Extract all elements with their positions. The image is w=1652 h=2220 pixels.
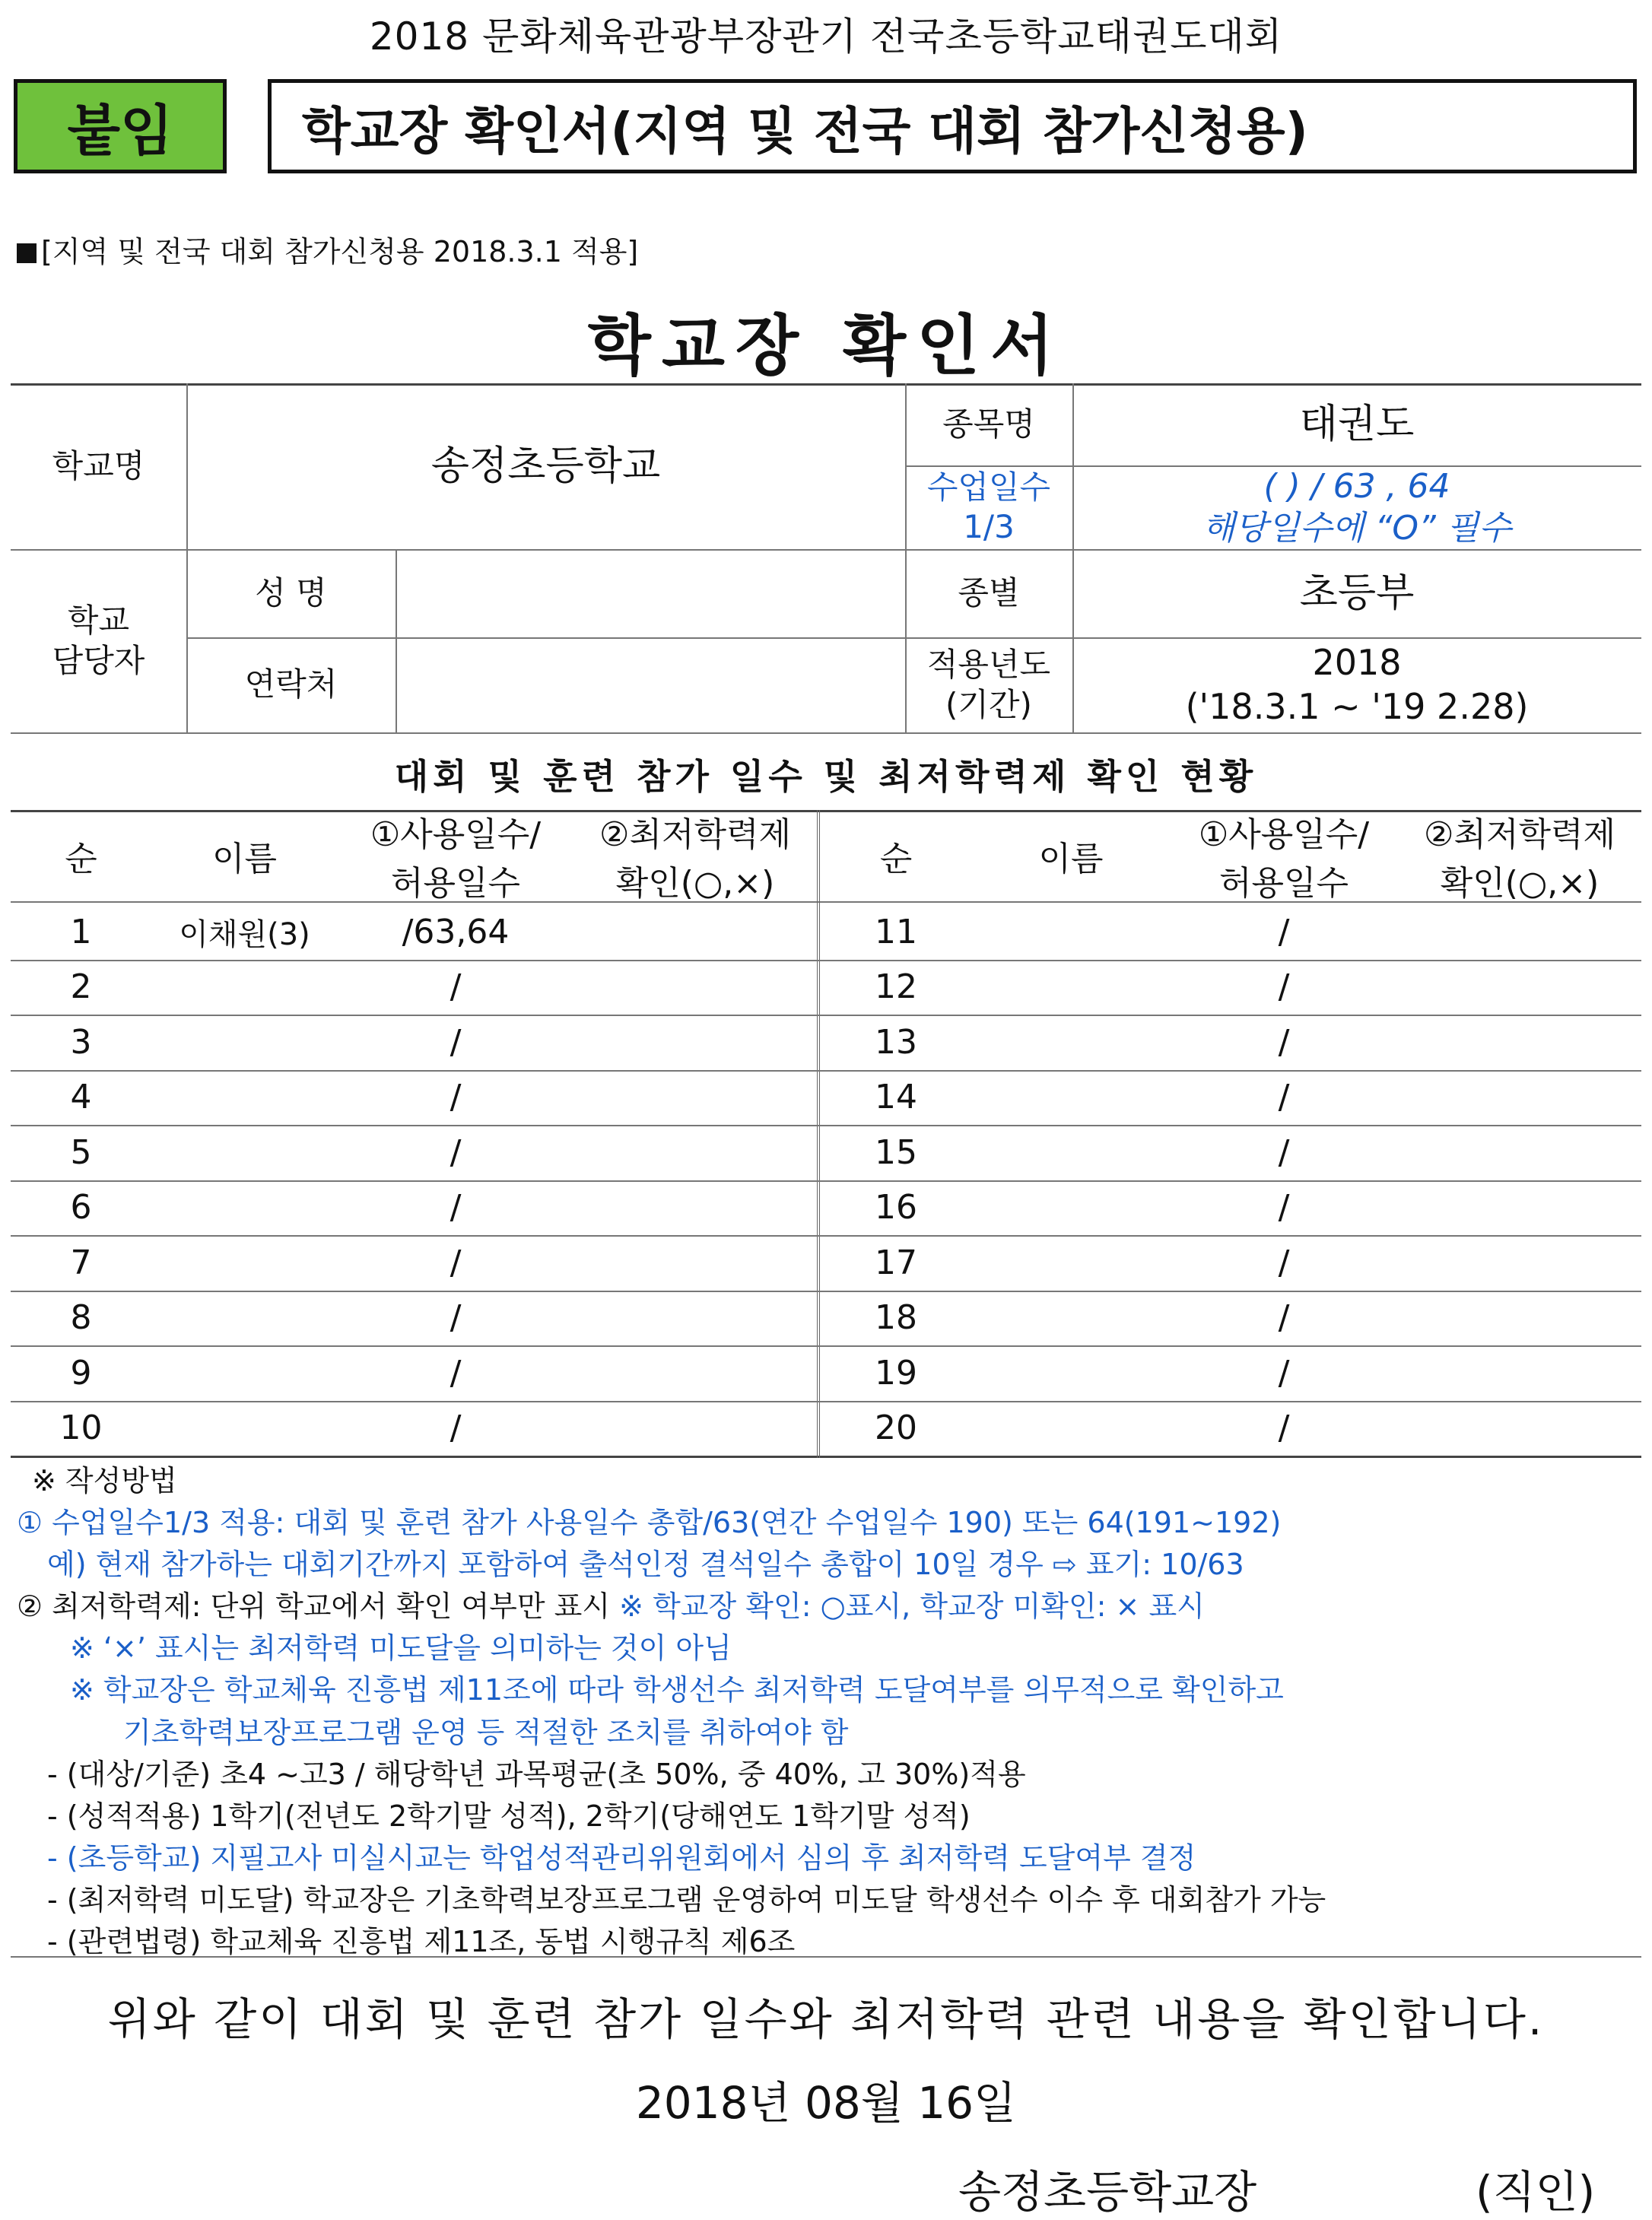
cell-days[interactable]: / bbox=[1278, 1188, 1290, 1228]
class-days-label-line1: 수업일수 bbox=[926, 468, 1051, 506]
method-line-part: ※ 학교장 확인: ○표시, 학교장 미확인: × 표시 bbox=[619, 1590, 1205, 1624]
cell-name[interactable] bbox=[151, 1070, 338, 1126]
method-title: ※ 작성방법 bbox=[32, 1464, 177, 1497]
cell-no: 11 bbox=[875, 912, 917, 951]
cell-no: 4 bbox=[70, 1078, 92, 1117]
cell-days[interactable]: / bbox=[1278, 1409, 1290, 1448]
table-row bbox=[11, 1345, 1641, 1401]
cell-check[interactable] bbox=[1398, 1401, 1641, 1456]
cell-check[interactable] bbox=[573, 1401, 817, 1456]
manager-label-line2: 담당자 bbox=[52, 641, 145, 679]
header-check-line1: ②최저학력제 bbox=[599, 815, 791, 854]
table-row bbox=[11, 1235, 1641, 1291]
header-days-line1: ①사용일수/ bbox=[1198, 815, 1370, 854]
cell-name[interactable] bbox=[972, 1070, 1170, 1126]
cell-days[interactable]: / bbox=[1278, 967, 1290, 1007]
cell-check[interactable] bbox=[1398, 1015, 1641, 1070]
cell-days[interactable]: / bbox=[1278, 1298, 1290, 1338]
method-line-part: ② 최저학력제: 단위 학교에서 확인 여부만 표시 bbox=[17, 1590, 620, 1624]
cell-check[interactable] bbox=[1398, 1180, 1641, 1236]
document-title: 학교장 확인서 bbox=[587, 308, 1065, 384]
cell-check[interactable] bbox=[573, 1291, 817, 1346]
division-value: 초등부 bbox=[1299, 570, 1415, 616]
header-days-line2: 허용일수 bbox=[1218, 864, 1349, 903]
cell-name[interactable] bbox=[972, 1291, 1170, 1346]
cell-name[interactable] bbox=[151, 1291, 338, 1346]
class-days-label-line2: 1/3 bbox=[963, 508, 1015, 545]
cell-check[interactable] bbox=[1398, 1345, 1641, 1401]
cell-no: 15 bbox=[875, 1132, 917, 1172]
table-row bbox=[11, 960, 1641, 1015]
cell-check[interactable] bbox=[1398, 1235, 1641, 1291]
cell-name[interactable] bbox=[151, 960, 338, 1015]
confirmation-date: 2018년 08월 16일 bbox=[635, 2077, 1017, 2129]
class-days-value-line2: 해당일수에 “O” 필수 bbox=[1202, 509, 1511, 548]
cell-check[interactable] bbox=[573, 1345, 817, 1401]
cell-no: 14 bbox=[875, 1078, 917, 1117]
cell-days[interactable]: /63,64 bbox=[402, 912, 510, 951]
sport-label: 종목명 bbox=[942, 405, 1035, 443]
footer-divider bbox=[11, 1956, 1641, 1958]
year-value bbox=[1072, 637, 1641, 732]
name-label: 성 명 bbox=[255, 573, 327, 611]
manager-label-line1: 학교 bbox=[67, 602, 130, 639]
cell-check[interactable] bbox=[1398, 1125, 1641, 1180]
header-days-line1: ①사용일수/ bbox=[370, 815, 542, 854]
principal-signature: 송정초등학교장 bbox=[958, 2166, 1257, 2218]
contact-label: 연락처 bbox=[244, 665, 338, 703]
division-label: 종별 bbox=[958, 573, 1020, 611]
cell-no: 8 bbox=[70, 1298, 92, 1338]
cell-no: 9 bbox=[70, 1353, 92, 1393]
method-line: - (성적적용) 1학기(전년도 2학기말 성적), 2학기(당해연도 1학기말 성적) bbox=[47, 1799, 971, 1833]
cell-days[interactable]: / bbox=[450, 1188, 462, 1228]
cell-no: 12 bbox=[875, 967, 917, 1007]
writing-method bbox=[17, 1460, 1644, 1963]
class-days-value-line1: ( ) / 63 , 64 bbox=[1263, 467, 1450, 506]
application-note bbox=[17, 228, 638, 270]
application-note-text: [지역 및 전국 대회 참가신청용 2018.3.1 적용] bbox=[41, 235, 639, 268]
method-line: - (관련법령) 학교체육 진흥법 제11조, 동법 시행규칙 제6조 bbox=[47, 1925, 796, 1959]
cell-no: 10 bbox=[59, 1409, 103, 1448]
school-name-value: 송정초등학교 bbox=[430, 443, 661, 489]
cell-days[interactable]: / bbox=[1278, 912, 1290, 951]
cell-name[interactable] bbox=[972, 1235, 1170, 1291]
section-title: 대회 및 훈련 참가 일수 및 최저학력제 확인 현황 bbox=[394, 756, 1258, 797]
cell-check[interactable] bbox=[573, 1180, 817, 1236]
cell-days[interactable]: / bbox=[450, 1353, 462, 1393]
cell-check[interactable] bbox=[573, 1125, 817, 1180]
cell-no: 13 bbox=[875, 1022, 917, 1062]
year-value-line2: ('18.3.1 ~ '19 2.28) bbox=[1185, 685, 1529, 727]
cell-name[interactable] bbox=[151, 1180, 338, 1236]
cell-days[interactable]: / bbox=[450, 1132, 462, 1172]
table-row bbox=[11, 1015, 1641, 1070]
cell-no: 5 bbox=[70, 1132, 92, 1172]
cell-name[interactable] bbox=[151, 1125, 338, 1180]
square-bullet-icon bbox=[17, 243, 37, 263]
cell-days[interactable]: / bbox=[450, 1409, 462, 1448]
cell-no: 1 bbox=[70, 912, 92, 951]
cell-name[interactable]: 이채원(3) bbox=[179, 916, 310, 952]
cell-days[interactable]: / bbox=[450, 967, 462, 1007]
cell-name[interactable] bbox=[972, 960, 1170, 1015]
cell-no: 20 bbox=[875, 1409, 917, 1448]
method-line: 예) 현재 참가하는 대회기간까지 포함하여 출석인정 결석일수 총합이 10일 경우 ⇨ 표기: 10/63 bbox=[47, 1548, 1244, 1582]
method-line bbox=[17, 1586, 1644, 1628]
cell-name[interactable] bbox=[151, 1345, 338, 1401]
event-title: 2018 문화체육관광부장관기 전국초등학교태권도대회 bbox=[369, 14, 1283, 59]
cell-no: 18 bbox=[875, 1298, 917, 1338]
header-check-line2: 확인(○,×) bbox=[1440, 864, 1600, 903]
header-days bbox=[338, 810, 573, 901]
method-line: ① 수업일수1/3 적용: 대회 및 훈련 참가 사용일수 총합/63(연간 수업일수 190) 또는 64(191~192) bbox=[17, 1506, 1282, 1540]
header-check-line1: ②최저학력제 bbox=[1424, 815, 1615, 854]
table-row bbox=[11, 904, 1641, 960]
table-row bbox=[11, 1291, 1641, 1346]
cell-name[interactable] bbox=[972, 1180, 1170, 1236]
cell-no: 6 bbox=[70, 1188, 92, 1228]
year-label-line1: 적용년도 bbox=[926, 646, 1051, 683]
cell-check[interactable] bbox=[1398, 960, 1641, 1015]
cell-check[interactable] bbox=[573, 960, 817, 1015]
cell-check[interactable] bbox=[1398, 1070, 1641, 1126]
cell-days[interactable]: / bbox=[1278, 1132, 1290, 1172]
cell-days[interactable]: / bbox=[1278, 1243, 1290, 1282]
method-line: - (최저학력 미도달) 학교장은 기초학력보장프로그램 운영하여 미도달 학생선수 이수 후 대회참가 가능 bbox=[47, 1882, 1326, 1917]
header-name: 이름 bbox=[211, 840, 277, 878]
table-row bbox=[11, 1401, 1641, 1456]
cell-name[interactable] bbox=[972, 1015, 1170, 1070]
class-days-label bbox=[905, 465, 1072, 549]
cell-name[interactable] bbox=[972, 1401, 1170, 1456]
cell-check[interactable] bbox=[1398, 1291, 1641, 1346]
cell-name[interactable] bbox=[972, 904, 1170, 960]
header-check-line2: 확인(○,×) bbox=[615, 864, 775, 903]
method-line: - (대상/기준) 초4 ~고3 / 해당학년 과목평균(초 50%, 중 40%, 고 30%)적용 bbox=[47, 1757, 1026, 1791]
cell-days[interactable]: / bbox=[1278, 1353, 1290, 1393]
contact-value[interactable] bbox=[396, 637, 905, 732]
cell-check[interactable] bbox=[573, 1235, 817, 1291]
table-header-row bbox=[11, 810, 1641, 901]
cell-days[interactable]: / bbox=[450, 1298, 462, 1338]
confirmation-statement: 위와 같이 대회 및 훈련 참가 일수와 최저학력 관련 내용을 확인합니다. bbox=[107, 1993, 1545, 2045]
header-days bbox=[1170, 810, 1398, 901]
cell-days[interactable]: / bbox=[1278, 1078, 1290, 1117]
form-title: 학교장 확인서(지역 및 전국 대회 참가신청용) bbox=[268, 79, 1637, 173]
cell-check[interactable] bbox=[573, 1015, 817, 1070]
cell-check[interactable] bbox=[1398, 904, 1641, 960]
cell-days[interactable]: / bbox=[450, 1243, 462, 1282]
cell-no: 19 bbox=[875, 1353, 917, 1393]
cell-name[interactable] bbox=[151, 1401, 338, 1456]
school-name-label: 학교명 bbox=[52, 446, 145, 484]
year-value-line1: 2018 bbox=[1312, 642, 1402, 683]
table-border bbox=[11, 1456, 1641, 1458]
attachment-tag: 붙임 bbox=[14, 79, 227, 173]
sport-value: 태권도 bbox=[1299, 401, 1415, 447]
cell-name[interactable] bbox=[151, 1015, 338, 1070]
header-days-line2: 허용일수 bbox=[390, 864, 520, 903]
official-seal: (직인) bbox=[1476, 2166, 1596, 2218]
year-label-line2: (기간) bbox=[945, 685, 1032, 723]
cell-name[interactable] bbox=[972, 1345, 1170, 1401]
table-row bbox=[11, 1070, 1641, 1126]
table-divider bbox=[11, 732, 1641, 734]
method-line: ※ ‘×’ 표시는 최저학력 미도달을 의미하는 것이 아님 bbox=[70, 1631, 732, 1666]
header-name: 이름 bbox=[1038, 840, 1104, 878]
header-no: 순 bbox=[65, 840, 97, 878]
participants-table bbox=[11, 810, 1641, 1458]
table-divider bbox=[11, 901, 1641, 903]
name-value[interactable] bbox=[396, 549, 905, 637]
table-row bbox=[11, 1125, 1641, 1180]
method-line: ※ 학교장은 학교체육 진흥법 제11조에 따라 학생선수 최저학력 도달여부를 의무적으로 확인하고 bbox=[70, 1673, 1284, 1707]
table-row bbox=[11, 1180, 1641, 1236]
cell-check[interactable] bbox=[573, 1070, 817, 1126]
cell-name[interactable] bbox=[972, 1125, 1170, 1180]
cell-no: 2 bbox=[70, 967, 92, 1007]
cell-name[interactable] bbox=[151, 1235, 338, 1291]
header-check bbox=[1398, 810, 1641, 901]
class-days-value bbox=[1072, 465, 1641, 549]
method-line: - (초등학교) 지필고사 미실시교는 학업성적관리위원회에서 심의 후 최저학력 도달여부 결정 bbox=[47, 1840, 1196, 1875]
cell-no: 3 bbox=[70, 1022, 92, 1062]
cell-no: 16 bbox=[875, 1188, 917, 1228]
cell-days[interactable]: / bbox=[1278, 1022, 1290, 1062]
header-no: 순 bbox=[879, 840, 913, 878]
manager-label bbox=[11, 549, 186, 732]
year-label bbox=[905, 637, 1072, 732]
cell-days[interactable]: / bbox=[450, 1078, 462, 1117]
cell-days[interactable]: / bbox=[450, 1022, 462, 1062]
cell-no: 17 bbox=[875, 1243, 917, 1282]
cell-check[interactable] bbox=[573, 904, 817, 960]
cell-no: 7 bbox=[70, 1243, 92, 1282]
header-check bbox=[573, 810, 817, 901]
method-line: 기초학력보장프로그램 운영 등 적절한 조치를 취하여야 함 bbox=[123, 1715, 849, 1749]
